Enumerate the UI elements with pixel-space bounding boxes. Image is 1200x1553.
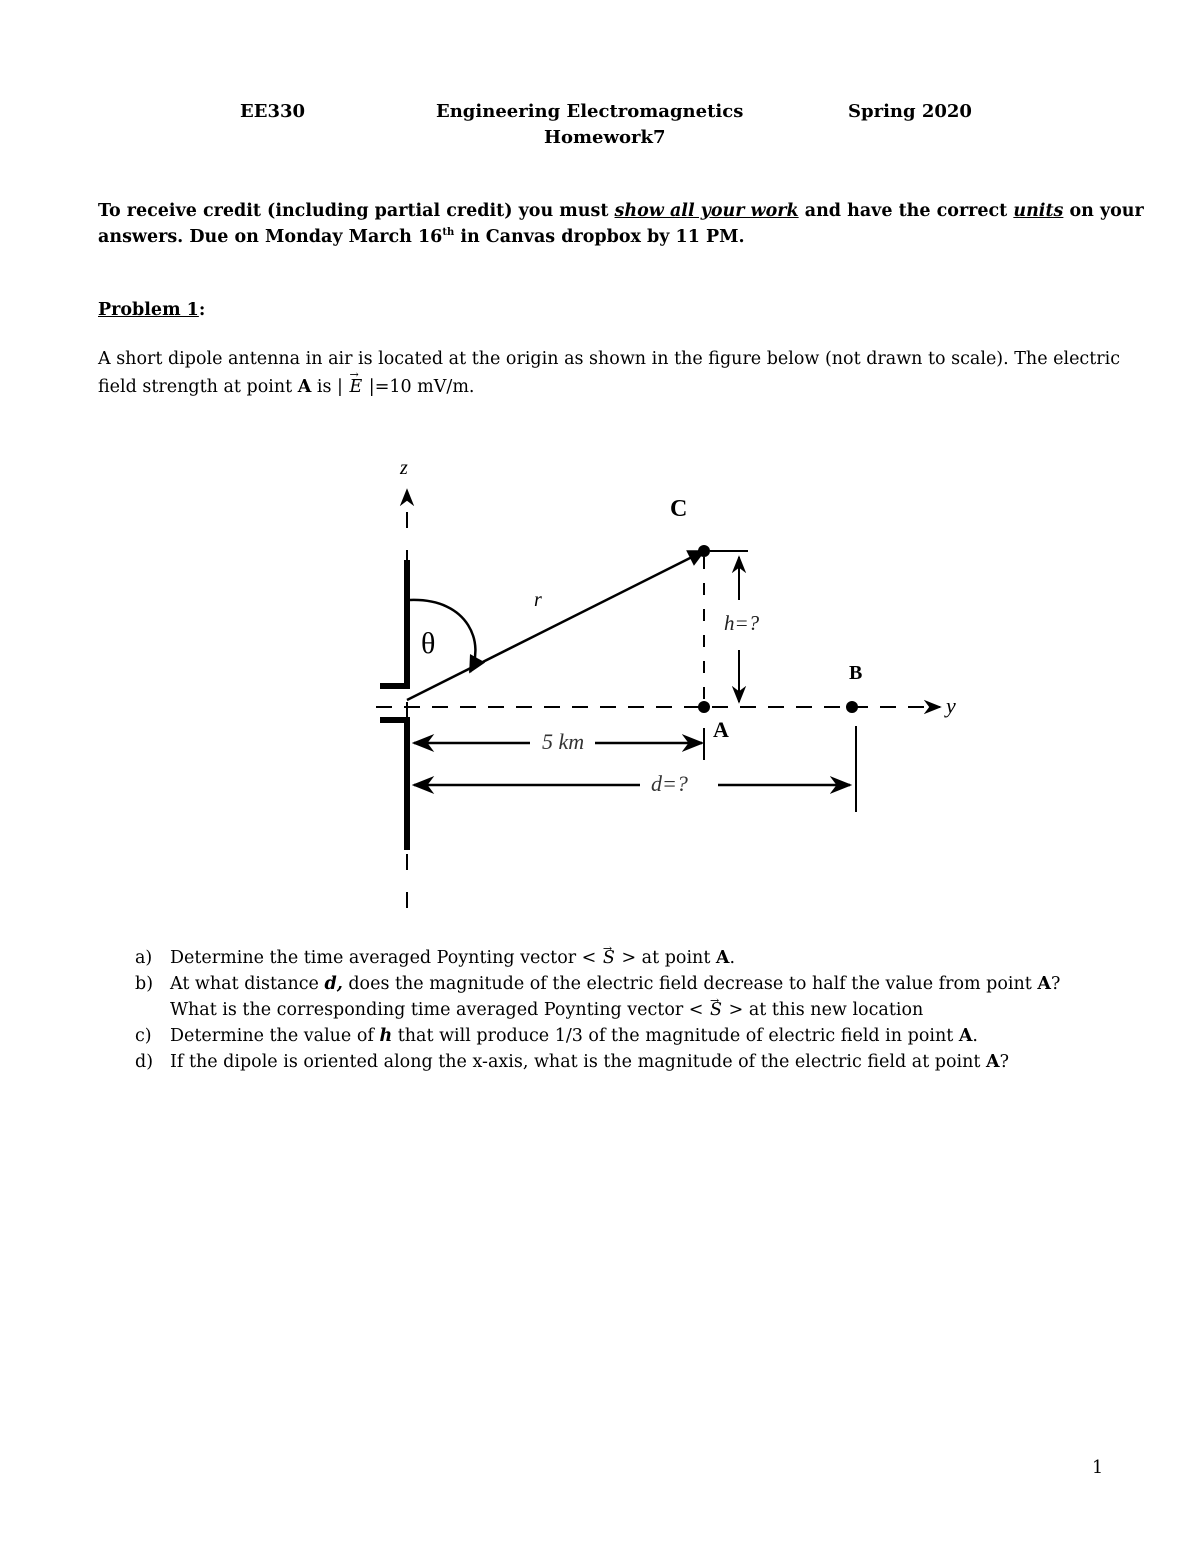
- point-a-ref: A: [297, 377, 312, 397]
- point-a-ref: A: [1037, 974, 1051, 994]
- instructions-line-1: [98, 201, 1144, 221]
- dim-5km-label: 5 km: [542, 729, 585, 754]
- question-text: If the dipole is oriented along the x-axis, what is the magnitude of the electric field at point: [170, 1052, 987, 1072]
- question-b: [135, 971, 1095, 1023]
- question-a: [135, 945, 1095, 971]
- question-c: [135, 1023, 1095, 1049]
- point-c-label: C: [670, 496, 688, 522]
- units-emphasis: units: [1013, 201, 1064, 221]
- dipole-figure: [340, 450, 980, 910]
- point-c: [698, 545, 710, 557]
- intro-text: is |: [311, 377, 349, 397]
- dipole-upper-arm: [380, 560, 407, 686]
- r-line: [407, 551, 704, 700]
- poynting-vector-symbol: → S: [709, 997, 723, 1023]
- question-text: Determine the value of: [170, 1026, 380, 1046]
- instructions-text: To receive credit (including partial credit) you must: [98, 201, 615, 221]
- dim-d-label: d=?: [651, 771, 688, 796]
- question-text: .: [972, 1026, 978, 1046]
- point-a: [698, 701, 710, 713]
- problem-intro-line-2: [98, 377, 474, 397]
- poynting-vector-symbol: → S: [602, 945, 616, 971]
- point-a-ref: A: [958, 1026, 973, 1046]
- dipole-lower-arm: [380, 720, 407, 850]
- show-work-emphasis: show all your work: [614, 201, 799, 221]
- problem-intro-line-1: A short dipole antenna in air is located at the origin as shown in the figure below (not drawn to scale). The electric: [98, 349, 1121, 369]
- intro-text: field strength at point: [98, 377, 298, 397]
- y-axis-label: y: [946, 693, 956, 718]
- question-marker: b): [135, 974, 154, 994]
- instructions-line-2: [98, 227, 745, 247]
- question-text: ?: [999, 1052, 1009, 1072]
- h-label: h=?: [724, 611, 760, 635]
- question-text: > at point: [615, 948, 716, 968]
- point-b: [846, 701, 858, 713]
- due-date-text: answers. Due on Monday March 16: [98, 227, 443, 247]
- question-text: > at this new location: [723, 1000, 924, 1020]
- question-marker: c): [135, 1026, 152, 1046]
- question-list: [135, 945, 1095, 1075]
- instructions-text: on your: [1063, 201, 1144, 221]
- problem-heading-colon: :: [198, 300, 206, 320]
- page-number: 1: [1092, 1458, 1104, 1478]
- point-a-ref: A: [715, 948, 730, 968]
- point-a-ref: A: [986, 1052, 1000, 1072]
- question-text: Determine the time averaged Poynting vector <: [170, 948, 602, 968]
- homework-title: Homework7: [544, 127, 666, 148]
- problem-heading: [98, 300, 205, 320]
- point-b-label: B: [849, 662, 863, 684]
- question-text: At what distance: [170, 974, 325, 994]
- r-label: r: [534, 589, 542, 611]
- question-text: does the magnitude of the electric field decrease to half the value from point: [342, 974, 1038, 994]
- course-code: EE330: [240, 101, 306, 122]
- intro-text: |=10 mV/m.: [363, 377, 475, 397]
- question-marker: a): [135, 948, 153, 968]
- question-text: ? What is the corresponding time averaged Poynting vector <: [170, 974, 1061, 1020]
- theta-label: θ: [421, 627, 436, 660]
- question-marker: d): [135, 1052, 154, 1072]
- ordinal-suffix: th: [442, 227, 455, 239]
- instructions-text: and have the correct: [798, 201, 1014, 221]
- z-axis-label: z: [400, 457, 408, 479]
- question-d: [135, 1049, 1095, 1075]
- point-a-label: A: [713, 717, 729, 742]
- distance-d-symbol: d,: [324, 974, 343, 994]
- problem-heading-label: Problem 1: [98, 300, 199, 320]
- question-text: .: [729, 948, 736, 968]
- theta-arc: [410, 600, 475, 672]
- course-title: Engineering Electromagnetics: [436, 101, 744, 122]
- due-date-text: in Canvas dropbox by 11 PM.: [454, 227, 745, 247]
- height-h-symbol: h: [379, 1026, 393, 1046]
- term: Spring 2020: [848, 101, 972, 122]
- e-field-vector: → E: [348, 377, 363, 397]
- question-text: that will produce 1/3 of the magnitude of electric field in point: [392, 1026, 959, 1046]
